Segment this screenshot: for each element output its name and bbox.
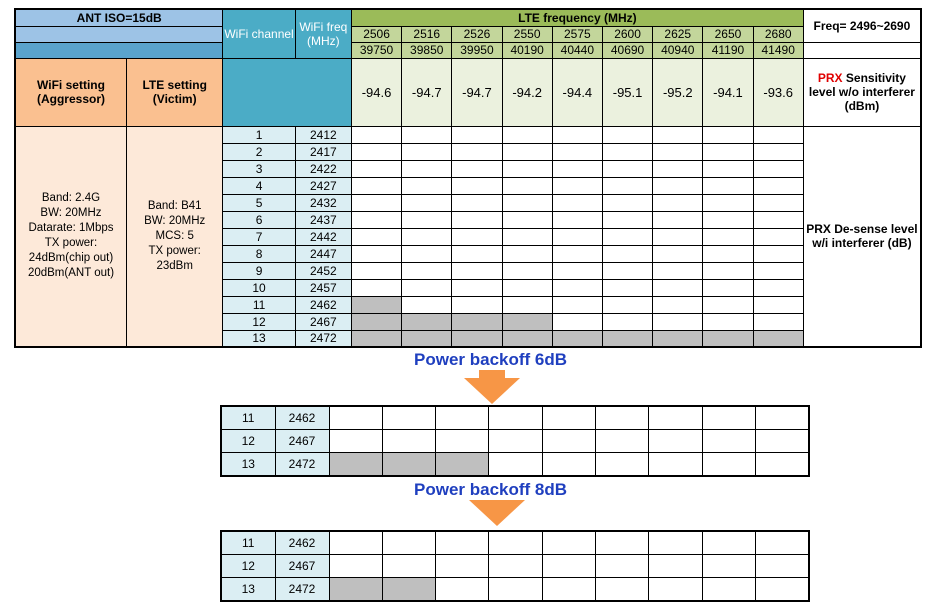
desense-cell	[753, 177, 803, 194]
desense-cell	[452, 330, 502, 347]
table-row	[221, 430, 809, 453]
desense-cell	[436, 453, 489, 477]
earfcn-cell: 40440	[552, 42, 602, 58]
desense-cell	[755, 406, 808, 430]
desense-cell	[402, 262, 452, 279]
wifi-channel-cell: 10	[223, 279, 295, 296]
desense-cell	[703, 245, 753, 262]
desense-cell	[329, 430, 382, 453]
down-arrow-icon	[464, 378, 520, 404]
wifi-channel-cell: 9	[223, 262, 295, 279]
desense-cell	[351, 279, 401, 296]
earfcn-cell: 40940	[653, 42, 703, 58]
desense-cell	[329, 578, 382, 602]
desense-cell	[703, 160, 753, 177]
wifi-channel-cell: 13	[221, 578, 275, 602]
desense-cell	[753, 279, 803, 296]
desense-cell	[351, 330, 401, 347]
lte-setting-header: LTE setting (Victim)	[126, 58, 222, 126]
desense-cell	[653, 143, 703, 160]
desense-cell	[552, 313, 602, 330]
desense-cell	[351, 262, 401, 279]
wifi-freq-cell: 2472	[295, 330, 351, 347]
desense-cell	[703, 228, 753, 245]
desense-cell	[452, 262, 502, 279]
desense-cell	[552, 262, 602, 279]
desense-cell	[436, 406, 489, 430]
desense-cell	[649, 578, 702, 602]
desense-cell	[502, 313, 552, 330]
wifi-channel-cell: 12	[221, 430, 275, 453]
wifi-freq-cell: 2457	[295, 279, 351, 296]
prx-sensitivity-text: Sensitivity level w/o interferer (dBm)	[808, 71, 915, 113]
desense-cell	[753, 262, 803, 279]
lte-setting-line: Band: B41	[147, 199, 202, 212]
desense-cell	[653, 296, 703, 313]
wifi-setting-line: 24dBm(chip out)	[28, 252, 114, 265]
wifi-freq-cell: 2422	[295, 160, 351, 177]
sensitivity-cell: -93.6	[753, 58, 803, 126]
desense-cell	[703, 330, 753, 347]
table-row	[221, 531, 809, 555]
lte-freq-cell: 2506	[351, 26, 401, 42]
lte-freq-cell: 2650	[703, 26, 753, 42]
desense-cell	[402, 313, 452, 330]
earfcn-cell: 39750	[351, 42, 401, 58]
desense-cell	[753, 330, 803, 347]
sensitivity-cell: -94.6	[351, 58, 401, 126]
desense-table	[14, 8, 922, 348]
desense-cell	[602, 177, 652, 194]
desense-cell	[653, 279, 703, 296]
desense-cell	[602, 245, 652, 262]
desense-cell	[602, 313, 652, 330]
wifi-setting-header: WiFi setting (Aggressor)	[15, 58, 126, 126]
desense-cell	[755, 430, 808, 453]
lte-setting-line: 23dBm	[156, 259, 193, 272]
desense-cell	[753, 245, 803, 262]
desense-cell	[602, 296, 652, 313]
sensitivity-cell: -95.2	[653, 58, 703, 126]
wifi-channel-cell: 1	[223, 126, 295, 143]
sensitivity-cell: -94.2	[502, 58, 552, 126]
header-spacer-2	[15, 42, 223, 58]
desense-cell	[502, 194, 552, 211]
lte-freq-cell: 2550	[502, 26, 552, 42]
wifi-channel-cell: 13	[223, 330, 295, 347]
desense-cell	[436, 430, 489, 453]
lte-freq-cell: 2680	[753, 26, 803, 42]
desense-cell	[351, 228, 401, 245]
desense-cell	[653, 262, 703, 279]
earfcn-cell: 39950	[452, 42, 502, 58]
table-row	[15, 126, 921, 143]
desense-cell	[489, 430, 542, 453]
desense-cell	[351, 313, 401, 330]
desense-cell	[649, 430, 702, 453]
wifi-freq-cell: 2437	[295, 211, 351, 228]
wifi-channel-cell: 8	[223, 245, 295, 262]
wifi-freq-cell: 2467	[295, 313, 351, 330]
desense-cell	[595, 430, 648, 453]
desense-cell	[382, 531, 435, 555]
desense-cell	[753, 160, 803, 177]
wifi-setting-values	[15, 126, 126, 347]
wifi-channel-cell: 5	[223, 194, 295, 211]
desense-cell	[382, 578, 435, 602]
wifi-freq-cell: 2462	[295, 296, 351, 313]
lte-setting-line: TX power:	[148, 244, 201, 257]
desense-cell	[402, 279, 452, 296]
wifi-channel-cell: 11	[221, 406, 275, 430]
earfcn-cell: 40690	[602, 42, 652, 58]
lte-freq-cell: 2600	[602, 26, 652, 42]
desense-cell	[489, 555, 542, 578]
earfcn-cell: 39850	[402, 42, 452, 58]
desense-cell	[351, 296, 401, 313]
desense-cell	[402, 194, 452, 211]
desense-cell	[542, 555, 595, 578]
desense-cell	[402, 296, 452, 313]
desense-cell	[602, 211, 652, 228]
prx-prefix: PRX	[817, 71, 843, 85]
wifi-freq-cell: 2417	[295, 143, 351, 160]
desense-cell	[436, 578, 489, 602]
desense-cell	[502, 177, 552, 194]
desense-cell	[402, 177, 452, 194]
lte-setting-line: MCS: 5	[155, 229, 194, 242]
desense-cell	[602, 228, 652, 245]
wifi-channel-header: WiFi channel	[223, 9, 295, 58]
desense-cell	[351, 245, 401, 262]
wifi-freq-cell: 2447	[295, 245, 351, 262]
desense-cell	[649, 453, 702, 477]
wifi-freq-cell: 2412	[295, 126, 351, 143]
desense-cell	[602, 126, 652, 143]
desense-cell	[755, 453, 808, 477]
desense-cell	[602, 330, 652, 347]
desense-cell	[542, 578, 595, 602]
desense-cell	[552, 177, 602, 194]
lte-setting-values	[126, 126, 222, 347]
wifi-channel-cell: 12	[223, 313, 295, 330]
desense-cell	[602, 143, 652, 160]
desense-cell	[703, 313, 753, 330]
desense-cell	[653, 330, 703, 347]
desense-cell	[542, 406, 595, 430]
desense-cell	[329, 531, 382, 555]
desense-cell	[703, 177, 753, 194]
desense-cell	[452, 177, 502, 194]
desense-cell	[702, 578, 755, 602]
desense-cell	[489, 531, 542, 555]
table-row	[221, 406, 809, 430]
wifi-channel-cell: 2	[223, 143, 295, 160]
prx-desense-label: PRX De-sense level w/i interferer (dB)	[803, 126, 921, 347]
lte-freq-cell: 2625	[653, 26, 703, 42]
desense-cell	[402, 160, 452, 177]
desense-cell	[595, 406, 648, 430]
wifi-channel-cell: 7	[223, 228, 295, 245]
desense-cell	[402, 330, 452, 347]
desense-cell	[702, 531, 755, 555]
backoff-6db-table	[220, 405, 810, 477]
sensitivity-cell: -94.1	[703, 58, 753, 126]
earfcn-cell: 41190	[703, 42, 753, 58]
desense-cell	[755, 531, 808, 555]
wifi-freq-cell: 2472	[275, 453, 329, 477]
desense-cell	[653, 177, 703, 194]
lte-freq-cell: 2526	[452, 26, 502, 42]
desense-cell	[753, 126, 803, 143]
wifi-freq-cell: 2467	[275, 555, 329, 578]
desense-cell	[489, 578, 542, 602]
desense-cell	[436, 531, 489, 555]
desense-cell	[452, 296, 502, 313]
desense-cell	[351, 211, 401, 228]
desense-cell	[702, 453, 755, 477]
desense-cell	[602, 194, 652, 211]
desense-cell	[502, 279, 552, 296]
desense-cell	[602, 279, 652, 296]
desense-cell	[502, 296, 552, 313]
desense-cell	[653, 245, 703, 262]
desense-cell	[755, 555, 808, 578]
earfcn-cell: 41490	[753, 42, 803, 58]
wifi-setting-line: BW: 20MHz	[40, 207, 102, 220]
desense-cell	[595, 531, 648, 555]
desense-cell	[552, 126, 602, 143]
table-row	[221, 453, 809, 477]
desense-cell	[452, 245, 502, 262]
desense-cell	[702, 430, 755, 453]
desense-cell	[552, 160, 602, 177]
desense-cell	[502, 143, 552, 160]
desense-cell	[436, 555, 489, 578]
wifi-freq-cell: 2467	[275, 430, 329, 453]
desense-cell	[649, 531, 702, 555]
desense-cell	[649, 406, 702, 430]
desense-cell	[452, 126, 502, 143]
sensitivity-cell: -95.1	[602, 58, 652, 126]
desense-cell	[502, 211, 552, 228]
desense-cell	[552, 296, 602, 313]
desense-cell	[329, 406, 382, 430]
desense-cell	[329, 453, 382, 477]
wifi-freq-cell: 2427	[295, 177, 351, 194]
wifi-channel-cell: 6	[223, 211, 295, 228]
down-arrow-icon	[469, 500, 525, 526]
prx-sensitivity-label	[803, 58, 921, 126]
wifi-channel-cell: 12	[221, 555, 275, 578]
desense-cell	[382, 453, 435, 477]
wifi-channel-cell: 13	[221, 453, 275, 477]
desense-cell	[542, 531, 595, 555]
desense-cell	[703, 143, 753, 160]
desense-cell	[753, 228, 803, 245]
wifi-setting-line: TX power:	[44, 237, 98, 250]
backoff-8db-label: Power backoff 8dB	[414, 480, 568, 499]
desense-cell	[753, 313, 803, 330]
desense-cell	[552, 194, 602, 211]
desense-cell	[649, 555, 702, 578]
sensitivity-cell: -94.7	[452, 58, 502, 126]
desense-cell	[382, 555, 435, 578]
desense-cell	[351, 126, 401, 143]
wifi-setting-line: Datarate: 1Mbps	[28, 222, 114, 235]
wifi-channel-cell: 11	[221, 531, 275, 555]
desense-cell	[452, 211, 502, 228]
desense-cell	[552, 330, 602, 347]
desense-cell	[703, 211, 753, 228]
desense-cell	[753, 211, 803, 228]
wifi-freq-cell: 2432	[295, 194, 351, 211]
desense-cell	[452, 160, 502, 177]
desense-cell	[452, 228, 502, 245]
desense-cell	[653, 228, 703, 245]
desense-cell	[703, 126, 753, 143]
backoff-8db-table	[220, 530, 810, 602]
desense-cell	[552, 279, 602, 296]
wifi-freq-cell: 2442	[295, 228, 351, 245]
wifi-channel-cell: 11	[223, 296, 295, 313]
wifi-channel-cell: 4	[223, 177, 295, 194]
desense-cell	[502, 262, 552, 279]
desense-cell	[602, 160, 652, 177]
desense-cell	[653, 160, 703, 177]
earfcn-cell: 40190	[502, 42, 552, 58]
wifi-freq-header: WiFi freq (MHz)	[295, 9, 351, 58]
freq-range-label: Freq= 2496~2690	[803, 9, 921, 42]
table-row	[221, 578, 809, 602]
wifi-freq-cell: 2452	[295, 262, 351, 279]
desense-cell	[755, 578, 808, 602]
desense-cell	[452, 194, 502, 211]
desense-cell	[542, 453, 595, 477]
desense-cell	[602, 262, 652, 279]
desense-cell	[702, 406, 755, 430]
desense-cell	[382, 406, 435, 430]
desense-cell	[452, 143, 502, 160]
backoff-6db-label: Power backoff 6dB	[414, 350, 568, 369]
desense-cell	[402, 126, 452, 143]
freq-range-spacer	[803, 42, 921, 58]
desense-cell	[702, 555, 755, 578]
wifi-freq-cell: 2462	[275, 531, 329, 555]
desense-cell	[703, 194, 753, 211]
desense-cell	[552, 211, 602, 228]
desense-cell	[502, 126, 552, 143]
wifi-freq-cell: 2472	[275, 578, 329, 602]
desense-cell	[402, 211, 452, 228]
desense-cell	[542, 430, 595, 453]
desense-cell	[351, 160, 401, 177]
wifi-freq-cell: 2462	[275, 406, 329, 430]
sensitivity-cell: -94.4	[552, 58, 602, 126]
lte-freq-cell: 2575	[552, 26, 602, 42]
desense-cell	[382, 430, 435, 453]
sensitivity-cell: -94.7	[402, 58, 452, 126]
desense-cell	[703, 262, 753, 279]
desense-cell	[351, 194, 401, 211]
desense-cell	[703, 279, 753, 296]
desense-cell	[402, 245, 452, 262]
lte-frequency-header: LTE frequency (MHz)	[351, 9, 803, 26]
wifi-channel-cell: 3	[223, 160, 295, 177]
desense-cell	[552, 228, 602, 245]
ant-iso-label: ANT ISO=15dB	[15, 9, 223, 26]
desense-cell	[502, 228, 552, 245]
desense-cell	[653, 211, 703, 228]
desense-cell	[753, 143, 803, 160]
desense-cell	[452, 313, 502, 330]
header-spacer	[15, 26, 223, 42]
desense-cell	[329, 555, 382, 578]
desense-cell	[502, 160, 552, 177]
desense-cell	[452, 279, 502, 296]
lte-freq-cell: 2516	[402, 26, 452, 42]
desense-cell	[753, 296, 803, 313]
wifi-setting-line: Band: 2.4G	[41, 192, 101, 205]
desense-cell	[552, 143, 602, 160]
desense-cell	[753, 194, 803, 211]
desense-cell	[489, 453, 542, 477]
desense-cell	[502, 330, 552, 347]
wifi-setting-line: 20dBm(ANT out)	[27, 267, 115, 280]
desense-cell	[402, 228, 452, 245]
table-row	[221, 555, 809, 578]
desense-cell	[595, 578, 648, 602]
desense-cell	[552, 245, 602, 262]
desense-cell	[351, 177, 401, 194]
desense-cell	[703, 296, 753, 313]
desense-cell	[351, 143, 401, 160]
desense-cell	[595, 555, 648, 578]
desense-cell	[595, 453, 648, 477]
header-spacer-3	[223, 58, 352, 126]
lte-setting-line: BW: 20MHz	[144, 214, 206, 227]
desense-cell	[489, 406, 542, 430]
desense-cell	[402, 143, 452, 160]
desense-cell	[502, 245, 552, 262]
desense-cell	[653, 194, 703, 211]
desense-cell	[653, 313, 703, 330]
desense-cell	[653, 126, 703, 143]
